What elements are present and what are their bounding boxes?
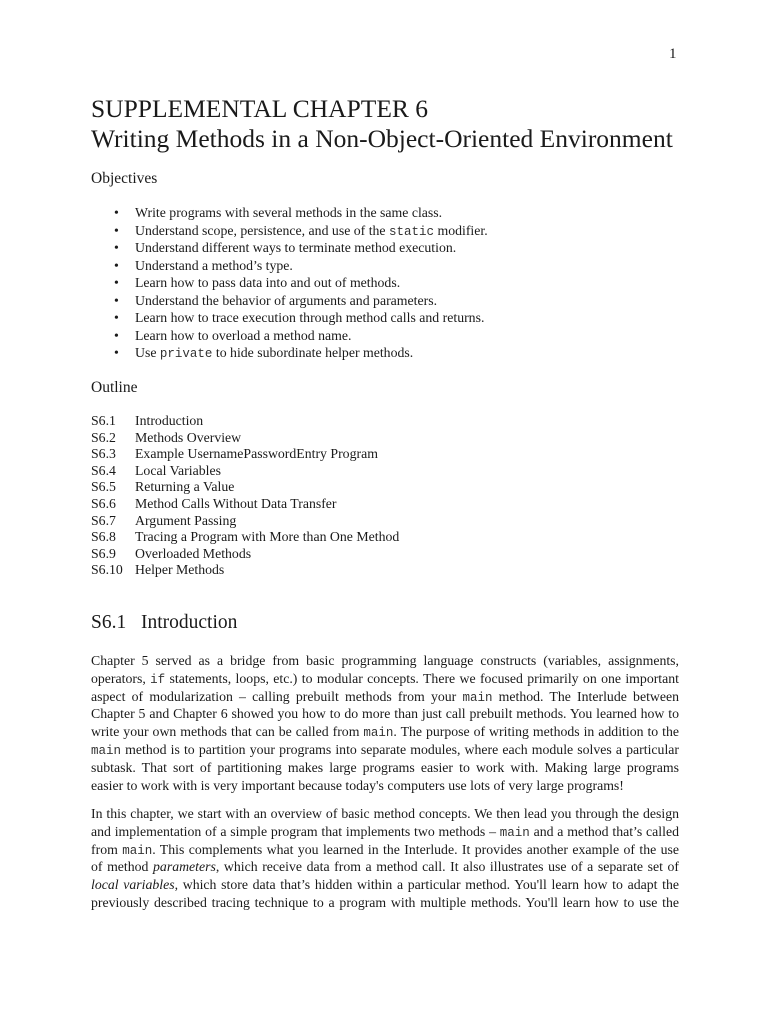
objective-item [111,274,488,292]
emphasis-term: parameters [153,859,216,875]
outline-title: Method Calls Without Data Transfer [135,495,337,511]
outline-number: S6.10 [91,562,123,578]
outline-item [91,546,399,563]
paragraph-text: operators, [91,670,151,686]
paragraph-line [91,805,679,823]
objective-item [111,292,488,310]
bullet-dot: • [114,257,119,273]
objective-text: Understand scope, persistence, and use of the [135,222,390,238]
outline-title: Argument Passing [135,512,237,528]
outline-title: Example UsernamePasswordEntry Program [135,446,378,462]
bullet-dot: • [114,275,119,290]
objective-text: Write programs with several methods in the same class. [135,205,443,220]
outline-number: S6.9 [91,545,116,561]
paragraph-line [91,741,679,759]
paragraph-text: easier to work with is very important because today's computers use lots of very large programs! [91,777,624,793]
section-number: S6.1 [91,612,127,633]
paragraph-text: method is to partition your programs into separate modules, where each module solves a particular [121,741,679,757]
paragraph-text: . The purpose of writing methods in addition to the [393,724,679,740]
paragraph-text: from [91,841,123,857]
paragraph-line [91,823,679,841]
outline-number: S6.8 [91,529,116,545]
paragraph-line [91,705,679,723]
objective-item [111,309,488,327]
bullet-dot: • [114,240,119,255]
objective-item [111,239,488,257]
paragraph-line [91,894,679,912]
paragraph-text: Chapter 5 and Chapter 6 showed you how to do more than just call prebuilt methods. You learned how to [91,706,679,722]
outline-item [91,430,399,447]
paragraph-line [91,652,679,670]
outline-number: S6.7 [91,512,116,528]
bullet-dot: • [114,292,119,308]
paragraph-line [91,858,679,876]
section-title: Introduction [141,612,238,633]
paragraph-text: Chapter 5 served as a bridge from basic programming language constructs (variables, assignments, [91,653,679,668]
outline-item [91,562,399,579]
intro-paragraph-1 [91,652,679,794]
objective-text: to hide subordinate helper methods. [212,345,414,360]
paragraph-text: subtask. That sort of partitioning makes large programs easier to work with. Making large programs [91,759,679,775]
paragraph-text: aspect of modularization – calling prebuilt methods from your [91,688,463,704]
inline-code: if [150,672,166,687]
inline-code: main [91,743,122,758]
paragraph-line [91,723,679,741]
outline-item [91,529,399,546]
objective-text: Understand a method’s type. [135,257,293,273]
intro-paragraph-2 [91,805,679,912]
outline-item [91,413,399,430]
chapter-label: SUPPLEMENTAL CHAPTER 6 [91,94,429,123]
outline-item [91,513,399,530]
inline-code: static [389,224,435,239]
objective-text: Learn how to overload a method name. [135,327,352,343]
outline-number: S6.4 [91,462,116,478]
objective-item [111,344,488,362]
paragraph-text: previously described tracing technique to a program with multiple methods. You'll learn how to use the [91,894,679,910]
outline-title: Helper Methods [135,562,225,578]
outline-title: Overloaded Methods [135,545,252,561]
outline-heading: Outline [91,379,138,396]
paragraph-text: method. The Interlude between [492,688,680,704]
objective-text: Learn how to trace execution through method calls and returns. [135,310,485,325]
outline-title: Local Variables [135,462,221,478]
chapter-subtitle: Writing Methods in a Non-Object-Oriented Environment [91,124,673,153]
paragraph-line [91,841,679,859]
paragraph-text: write your own methods that can be called from [91,724,364,740]
paragraph-text: , which receive data from a method call. It also illustrates use of a separate set of [215,859,679,875]
paragraph-line [91,759,679,777]
outline-number: S6.5 [91,479,116,495]
outline-title: Introduction [135,413,204,428]
bullet-dot: • [114,310,119,325]
paragraph-text: In this chapter, we start with an overview of basic method concepts. We then lead you through the design [91,806,679,821]
objective-item [111,257,488,275]
outline-item [91,496,399,513]
bullet-dot: • [114,345,119,360]
inline-code: main [499,825,530,840]
outline-list [91,413,399,579]
page-number: 1 [669,46,677,62]
objectives-list [111,204,488,362]
emphasis-term: local variables [91,877,175,893]
objective-item [111,327,488,345]
objective-item [111,204,488,222]
objective-text: Understand different ways to terminate method execution. [135,240,457,255]
paragraph-line [91,688,679,706]
inline-code: private [159,347,213,361]
bullet-dot: • [114,222,119,238]
chapter-title [91,94,673,154]
outline-title: Returning a Value [135,479,235,495]
objective-text: Learn how to pass data into and out of methods. [135,275,401,290]
paragraph-text: , which store data that’s hidden within a particular method. You'll learn how to adapt the [174,877,679,893]
objective-text: Understand the behavior of arguments and parameters. [135,292,438,308]
paragraph-text: and a method that’s called [529,823,679,839]
paragraph-text: and implementation of a simple program that implements two methods – [91,823,500,839]
paragraph-line [91,777,679,795]
inline-code: main [462,690,493,705]
outline-item [91,479,399,496]
bullet-dot: • [114,205,119,220]
outline-item [91,446,399,463]
outline-title: Tracing a Program with More than One Method [135,529,400,545]
paragraph-text: statements, loops, etc.) to modular concepts. There we focused primarily on one important [165,670,679,686]
outline-number: S6.1 [91,413,116,428]
outline-title: Methods Overview [135,429,242,445]
objective-item [111,222,488,240]
outline-number: S6.2 [91,429,116,445]
outline-item [91,463,399,480]
outline-number: S6.3 [91,446,116,462]
paragraph-line [91,670,679,688]
section-heading [91,612,237,634]
outline-number: S6.6 [91,495,116,511]
bullet-dot: • [114,327,119,343]
objective-text: Use [135,345,160,360]
paragraph-line [91,876,679,894]
paragraph-text: of method [91,859,154,875]
objective-text: modifier. [434,222,488,238]
objectives-heading: Objectives [91,170,158,187]
paragraph-text: . This complements what you learned in the Interlude. It provides another example of the use [152,841,679,857]
inline-code: main [363,726,394,741]
inline-code: main [122,843,153,858]
